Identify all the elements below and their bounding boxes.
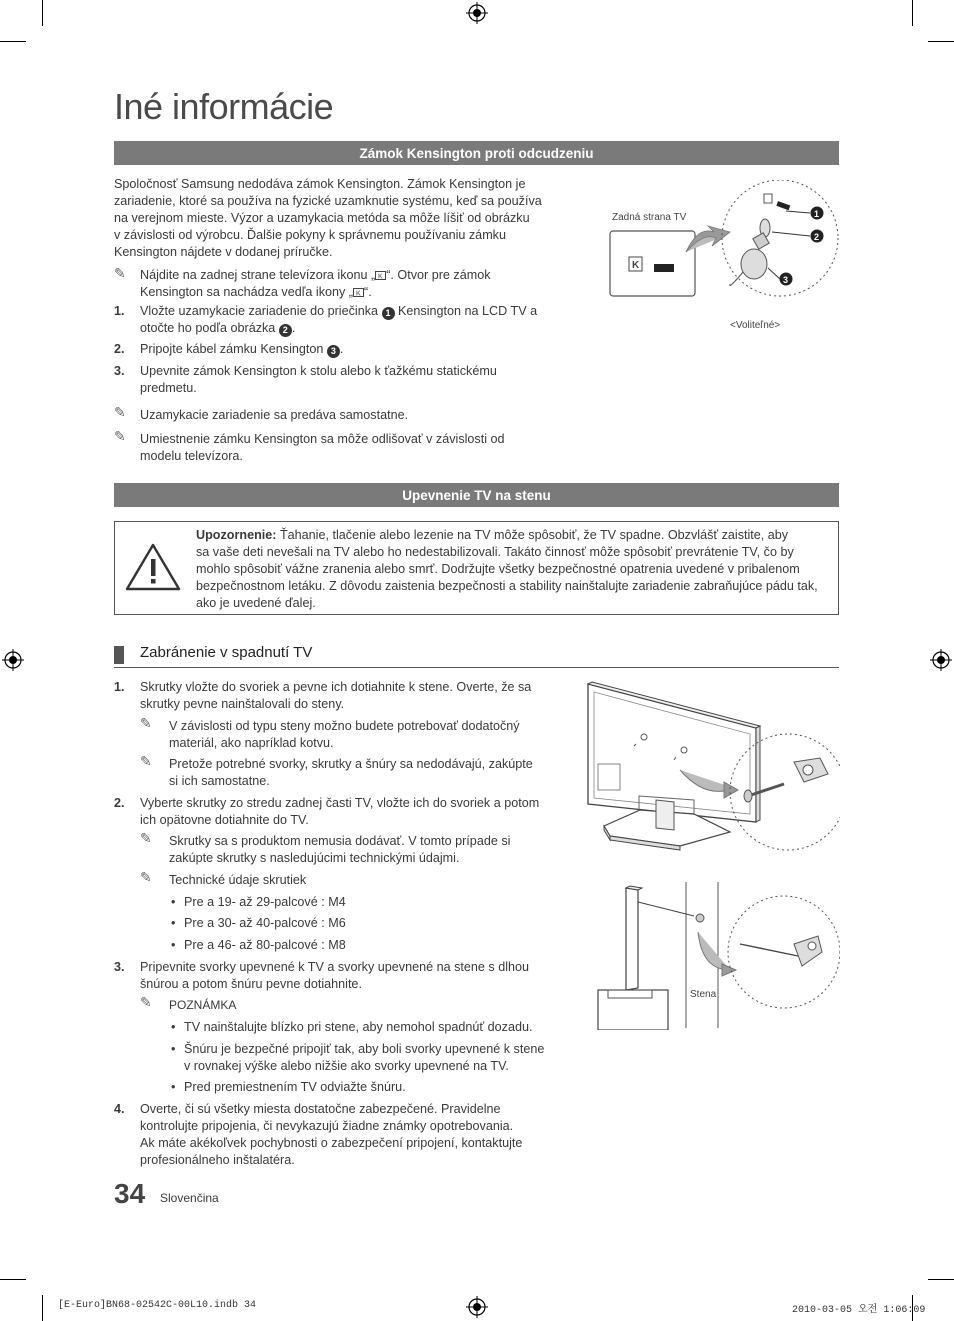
prevent-note: V závislosti od typu steny možno budete potrebovať dodatočný materiál, ako napríklad kotvu. [169, 719, 520, 750]
step-number: 1. [114, 680, 125, 694]
kensington-step-3: Upevnite zámok Kensington k stolu alebo k ťažkému statickému predmetu. [140, 364, 497, 395]
pencil-note-icon: ✎ [114, 265, 126, 281]
marker-3-icon: 3 [327, 345, 340, 358]
prevent-step-1: Skrutky vložte do svoriek a pevne ich dotiahnite k stene. Overte, že sa skrutky pevne nainštalovali do steny. [140, 680, 532, 711]
pencil-note-icon: ✎ [140, 830, 152, 846]
svg-text:K: K [356, 290, 361, 297]
marker-2-icon: 2 [814, 232, 820, 242]
pencil-note-icon: ✎ [140, 715, 152, 731]
kensington-note-1: Nájdite na zadnej strane televízora ikonu „ K “. Otvor pre zámok Kensington sa nachádza vedľa ikony „ K “. [140, 268, 491, 299]
marker-1-icon: 1 [814, 209, 820, 219]
note-bullet: TV nainštalujte blízko pri stene, aby nemohol spadnúť dozadu. [184, 1020, 533, 1034]
page-title: Iné informácie [114, 86, 334, 127]
kensington-lock-icon [353, 286, 364, 297]
kensington-note-2: Uzamykacie zariadenie sa predáva samostatne. [140, 408, 409, 422]
bullet: • [171, 1080, 176, 1094]
kensington-k-label: K [632, 260, 640, 271]
wall-side-diagram [590, 878, 840, 1030]
intro-line: v závislosti od výrobcu. Ďalšie pokyny k správnemu používaniu zámku [114, 228, 506, 242]
marker-2-icon: 2 [279, 324, 292, 337]
svg-text:K: K [378, 273, 383, 280]
crop-mark [928, 41, 954, 42]
note-label: POZNÁMKA [169, 998, 237, 1012]
pencil-note-icon: ✎ [140, 869, 152, 885]
section-header-wall-mount: Upevnenie TV na stenu [114, 483, 839, 507]
crop-mark [912, 0, 913, 26]
prevent-step-4: Overte, či sú všetky miesta dostatočne zabezpečené. Pravidelne kontrolujte pripojenia, či nevykazujú žiadne známky opotrebovania. Ak máte akékoľvek pochybnosti o zabezpečení pripojení, kontaktujte profesionálneho inštalatéra. [140, 1102, 523, 1167]
kensington-intro [114, 176, 554, 261]
footer-file: [E-Euro]BN68-02542C-00L10.indb 34 [58, 1300, 257, 1311]
screw-spec: Pre a 30- až 40-palcové : M6 [184, 916, 346, 930]
step-number: 1. [114, 304, 125, 318]
back-label: Zadná strana TV [612, 212, 687, 223]
warning-box [114, 521, 839, 615]
heading-marker [114, 646, 124, 664]
pencil-note-icon: ✎ [140, 994, 152, 1010]
optional-label: <Voliteľné> [730, 320, 781, 331]
registration-mark-icon [466, 2, 488, 24]
crop-mark [0, 41, 26, 42]
marker-3-icon: 3 [783, 275, 789, 285]
intro-line: Spoločnosť Samsung nedodáva zámok Kensington. Zámok Kensington je [114, 177, 526, 191]
intro-line: Kensington nájdete v dodanej príručke. [114, 245, 333, 259]
intro-line: zariadenie, ktoré sa používa na fyzické uzamknutie systému, keď sa používa [114, 194, 542, 208]
bullet: • [171, 1042, 176, 1056]
step-number: 3. [114, 960, 125, 974]
screw-spec: Pre a 19- až 29-palcové : M4 [184, 895, 346, 909]
footer-date: 2010-03-05 오전 1:06:09 [792, 1305, 926, 1316]
pencil-note-icon: ✎ [114, 404, 126, 420]
bullet: • [171, 895, 176, 909]
prevent-note: Skrutky sa s produktom nemusia dodávať. V tomto prípade si zakúpte skrutky s nasledujúcimi technickými údajmi. [169, 834, 511, 865]
prevent-note: Pretože potrebné svorky, skrutky a šnúry sa nedodávajú, zakúpte si ich samostatne. [169, 757, 533, 788]
step-number: 3. [114, 364, 125, 378]
crop-mark [0, 1279, 26, 1280]
page-number: 34 [114, 1178, 146, 1209]
note-bullet: Šnúru je bezpečné pripojiť tak, aby boli svorky upevnené k stene v rovnakej výške alebo nižšie ako svorky upevnené na TV. [184, 1042, 545, 1073]
language-label: Slovenčina [160, 1191, 219, 1205]
prevent-note: Technické údaje skrutiek [169, 873, 307, 887]
prevent-step-3: Pripevnite svorky upevnené k TV a svorky upevnené na stene s dlhou šnúrou a potom šnúru pevne dotiahnite. [140, 960, 530, 991]
section-header-kensington: Zámok Kensington proti odcudzeniu [114, 141, 839, 165]
warning-triangle-icon [125, 542, 181, 592]
kensington-lock-icon [375, 269, 386, 280]
subsection-title: Zabránenie v spadnutí TV [140, 644, 313, 661]
kensington-diagram [600, 180, 840, 340]
step-number: 4. [114, 1102, 125, 1116]
note-bullet: Pred premiestnením TV odviažte šnúru. [184, 1080, 406, 1094]
registration-mark-icon [2, 649, 24, 671]
subsection-header-prevent-fall [114, 643, 839, 668]
wall-label: Stena [690, 989, 717, 1000]
crop-mark [42, 0, 43, 26]
bullet: • [171, 916, 176, 930]
step-number: 2. [114, 342, 125, 356]
step-number: 2. [114, 796, 125, 810]
pencil-note-icon: ✎ [140, 753, 152, 769]
screw-spec: Pre a 46- až 80-palcové : M8 [184, 938, 346, 952]
intro-line: na verejnom mieste. Výzor a uzamykacia metóda sa môže líšiť od obrázku [114, 211, 530, 225]
kensington-step-1: Vložte uzamykacie zariadenie do priečinka 1 Kensington na LCD TV a otočte ho podľa obrázka 2 . [140, 304, 538, 335]
crop-mark [928, 1279, 954, 1280]
pencil-note-icon: ✎ [114, 428, 126, 444]
tv-back-diagram [584, 680, 840, 856]
marker-1-icon: 1 [382, 307, 395, 320]
prevent-step-2: Vyberte skrutky zo stredu zadnej časti TV, vložte ich do svoriek a potom ich opätovne dotiahnite do TV. [140, 796, 540, 827]
bullet: • [171, 1020, 176, 1034]
warning-text: Upozornenie: Ťahanie, tlačenie alebo lezenie na TV môže spôsobiť, že TV spadne. Obzvlášť zaistite, aby sa vaše deti nevešali na TV alebo ho nedestabilizovali. Takáto činnosť môže spôsobiť prevrátenie TV, čo by mohlo spôsobiť vážne zranenia alebo smrť. Dodržujte všetky bezpečnostné opatrenia uvedené v pribalenom bezpečnostnom letáku. Z dôvodu zaistenia bezpečnosti a stability nainštalujte zariadenie zabraňujúce pádu tak, ako je uvedené ďalej. [196, 528, 818, 610]
kensington-note-3: Umiestnenie zámku Kensington sa môže odlišovať v závislosti od modelu televízora. [140, 432, 505, 463]
kensington-step-2: Pripojte kábel zámku Kensington 3 . [140, 342, 344, 356]
bullet: • [171, 938, 176, 952]
registration-mark-icon [466, 1296, 488, 1318]
crop-mark [42, 1295, 43, 1321]
registration-mark-icon [930, 649, 952, 671]
